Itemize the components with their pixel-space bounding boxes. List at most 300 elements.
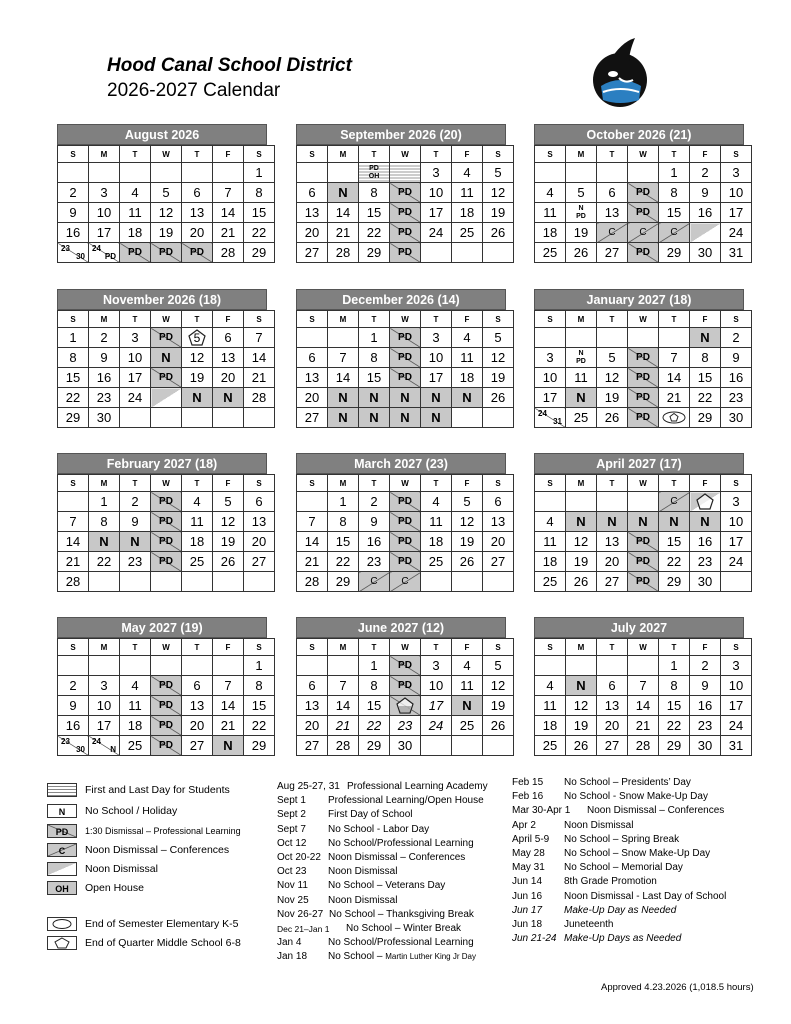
day-cell: 14 <box>328 203 359 223</box>
day-cell <box>120 656 151 676</box>
day-cell <box>452 736 483 756</box>
day-cell: 20 <box>483 532 514 552</box>
day-cell: N <box>328 408 359 428</box>
day-cell: 20 <box>297 223 328 243</box>
day-cell: 16 <box>690 696 721 716</box>
week-row <box>297 243 514 263</box>
event-row <box>512 890 782 904</box>
day-cell: 17 <box>721 203 752 223</box>
day-cell: 9 <box>89 348 120 368</box>
day-cell: PD <box>151 676 182 696</box>
day-cell: 20 <box>213 368 244 388</box>
legend-end-semester: End of Semester Elementary K-5 <box>47 917 267 933</box>
week-row <box>58 348 275 368</box>
weekday-header: T <box>597 146 628 163</box>
month-title: July 2027 <box>534 617 744 638</box>
weekday-header: W <box>151 146 182 163</box>
day-cell: 13 <box>597 696 628 716</box>
weekday-header: M <box>328 639 359 656</box>
day-cell: 2 <box>58 183 89 203</box>
day-cell <box>89 736 120 756</box>
day-cell <box>566 656 597 676</box>
weekday-header: T <box>421 475 452 492</box>
day-cell <box>597 163 628 183</box>
day-cell: 30 <box>690 736 721 756</box>
event-date: Jan 18 <box>277 951 308 963</box>
day-cell: 5 <box>483 656 514 676</box>
day-cell: PD <box>151 696 182 716</box>
event-date: Feb 16 <box>512 791 544 803</box>
day-cell <box>535 656 566 676</box>
day-cell: 28 <box>297 572 328 592</box>
day-cell: N <box>566 388 597 408</box>
day-cell: 10 <box>721 676 752 696</box>
event-date: May 31 <box>512 862 545 874</box>
weekday-header: T <box>120 639 151 656</box>
weekday-header: F <box>213 146 244 163</box>
week-row <box>535 572 752 592</box>
day-cell <box>151 656 182 676</box>
weekday-header: S <box>58 639 89 656</box>
week-row <box>297 736 514 756</box>
weekday-header: M <box>566 311 597 328</box>
month-calendar <box>534 453 744 592</box>
event-text: Noon Dismissal – Conferences <box>328 851 466 863</box>
day-cell: 25 <box>535 572 566 592</box>
weekday-header: S <box>535 146 566 163</box>
event-text: No School - Labor Day <box>328 823 430 835</box>
day-cell: PD <box>120 243 151 263</box>
event-text: No School – Snow Make-Up Day <box>564 847 711 859</box>
day-cell: 22 <box>244 223 275 243</box>
event-date: Mar 30-Apr 1 <box>512 805 571 817</box>
event-text: No School - Snow Make-Up Day <box>564 791 708 803</box>
day-cell: 29 <box>359 736 390 756</box>
day-cell: 7 <box>244 328 275 348</box>
event-row <box>277 851 507 865</box>
day-cell: 6 <box>244 492 275 512</box>
weekday-header: S <box>297 639 328 656</box>
day-cell: N <box>690 512 721 532</box>
day-cell: 28 <box>58 572 89 592</box>
event-date: Jun 14 <box>512 876 543 888</box>
day-cell: 23 <box>390 716 421 736</box>
event-text: No School – Memorial Day <box>564 862 683 874</box>
week-row <box>297 696 514 716</box>
day-cell: 11 <box>452 183 483 203</box>
weekday-header: T <box>359 475 390 492</box>
day-cell: 15 <box>58 368 89 388</box>
day-cell: 20 <box>297 716 328 736</box>
day-cell: 5 <box>483 163 514 183</box>
day-cell: N <box>390 408 421 428</box>
weekday-header: S <box>721 311 752 328</box>
day-cell: 15 <box>244 203 275 223</box>
pentagon-icon <box>696 493 714 510</box>
event-date: Jan 4 <box>277 937 302 949</box>
week-row <box>297 512 514 532</box>
event-row <box>512 861 782 875</box>
day-cell: 17 <box>535 388 566 408</box>
month-calendar <box>57 453 267 592</box>
day-cell <box>120 408 151 428</box>
day-cell: 1 <box>328 492 359 512</box>
week-row <box>58 368 275 388</box>
day-cell: 17 <box>721 532 752 552</box>
weekday-header: S <box>721 639 752 656</box>
day-cell: 20 <box>597 552 628 572</box>
day-cell: PD <box>628 388 659 408</box>
day-cell: 23 <box>690 716 721 736</box>
day-cell: 2 <box>721 328 752 348</box>
day-cell: 13 <box>182 203 213 223</box>
calendar-title: 2026-2027 Calendar <box>107 80 281 101</box>
day-cell: 14 <box>58 532 89 552</box>
event-row <box>512 904 782 918</box>
weekday-header: S <box>58 475 89 492</box>
day-cell: 9 <box>58 696 89 716</box>
week-row <box>58 183 275 203</box>
day-cell: 15 <box>328 532 359 552</box>
month-calendar <box>57 124 267 263</box>
day-cell <box>452 408 483 428</box>
day-cell: 17 <box>89 716 120 736</box>
weekday-header: T <box>182 475 213 492</box>
weekday-header: M <box>566 146 597 163</box>
week-row <box>535 183 752 203</box>
day-cell <box>58 736 89 756</box>
day-cell <box>151 388 182 408</box>
day-cell: 20 <box>182 716 213 736</box>
day-cell: 11 <box>535 203 566 223</box>
week-row <box>535 328 752 348</box>
day-cell: 1 <box>89 492 120 512</box>
day-cell: 5 <box>597 348 628 368</box>
day-cell: 4 <box>182 492 213 512</box>
day-cell: 21 <box>244 368 275 388</box>
day-cell: 11 <box>535 532 566 552</box>
day-cell: 19 <box>213 532 244 552</box>
day-cell <box>297 328 328 348</box>
day-cell: 31 <box>721 243 752 263</box>
day-cell <box>89 163 120 183</box>
day-cell: 25 <box>182 552 213 572</box>
day-cell: 24 <box>421 223 452 243</box>
day-cell: C <box>628 223 659 243</box>
day-cell: N <box>120 532 151 552</box>
day-cell: PD <box>390 368 421 388</box>
week-row <box>58 532 275 552</box>
day-cell: 16 <box>58 223 89 243</box>
day-cell: 29 <box>244 736 275 756</box>
day-cell: 8 <box>328 512 359 532</box>
day-cell: 13 <box>483 512 514 532</box>
week-row <box>58 328 275 348</box>
event-date: Oct 12 <box>277 837 307 849</box>
event-row <box>512 790 782 804</box>
day-cell: 29 <box>690 408 721 428</box>
weekday-header: W <box>151 311 182 328</box>
day-cell: 4 <box>452 656 483 676</box>
day-cell: N <box>690 328 721 348</box>
day-cell: 25 <box>120 736 151 756</box>
day-cell: 29 <box>244 243 275 263</box>
day-cell: 6 <box>182 183 213 203</box>
weekday-header: F <box>690 146 721 163</box>
event-date: Apr 2 <box>512 819 536 831</box>
day-cell: 3 <box>421 328 452 348</box>
day-cell: 14 <box>328 368 359 388</box>
day-cell: N <box>213 388 244 408</box>
day-cell: 3 <box>721 656 752 676</box>
day-number: 24 <box>538 409 547 418</box>
day-cell <box>213 163 244 183</box>
event-date: Sept 2 <box>277 809 306 821</box>
weekday-header: T <box>120 311 151 328</box>
day-cell: 4 <box>452 163 483 183</box>
legend-noon-dismissal: Noon Dismissal <box>47 862 267 878</box>
day-cell: 2 <box>690 163 721 183</box>
day-cell <box>659 328 690 348</box>
day-number: 23 <box>61 244 70 253</box>
day-cell <box>182 408 213 428</box>
day-cell: 13 <box>597 532 628 552</box>
weekday-header: S <box>721 146 752 163</box>
month-title: May 2027 (19) <box>57 617 267 638</box>
event-row <box>277 879 507 893</box>
day-cell: 6 <box>597 183 628 203</box>
event-date: Nov 26-27 <box>277 908 324 920</box>
day-cell: 9 <box>721 348 752 368</box>
week-row <box>297 552 514 572</box>
day-cell: 25 <box>452 223 483 243</box>
day-cell: 19 <box>182 368 213 388</box>
weekday-header: S <box>244 311 275 328</box>
event-date: Sept 1 <box>277 795 306 807</box>
weekday-header: M <box>89 475 120 492</box>
event-row <box>512 819 782 833</box>
day-cell: 3 <box>421 656 452 676</box>
weekday-header: T <box>421 146 452 163</box>
day-cell: 30 <box>390 736 421 756</box>
day-cell: 8 <box>690 348 721 368</box>
day-cell: PD <box>628 552 659 572</box>
day-cell: 13 <box>297 696 328 716</box>
day-cell: 28 <box>628 736 659 756</box>
event-date: Jun 16 <box>512 890 543 902</box>
month-calendar <box>296 617 506 756</box>
day-code: N <box>578 349 584 357</box>
week-row <box>535 512 752 532</box>
weekday-header: T <box>120 475 151 492</box>
day-cell <box>535 492 566 512</box>
day-cell: 22 <box>659 716 690 736</box>
weekday-header: S <box>535 475 566 492</box>
weekday-header: W <box>151 639 182 656</box>
day-cell <box>628 328 659 348</box>
event-text: Noon Dismissal <box>328 866 398 878</box>
week-row <box>297 183 514 203</box>
month-title: January 2027 (18) <box>534 289 744 310</box>
week-row <box>58 223 275 243</box>
day-cell: N <box>213 736 244 756</box>
day-cell: 29 <box>659 572 690 592</box>
day-cell: 1 <box>58 328 89 348</box>
day-cell: PD <box>182 243 213 263</box>
weekday-header: T <box>359 146 390 163</box>
month-title: April 2027 (17) <box>534 453 744 474</box>
day-cell <box>297 656 328 676</box>
week-row <box>535 408 752 428</box>
event-text: Noon Dismissal - Last Day of School <box>564 890 727 902</box>
day-cell: 8 <box>659 183 690 203</box>
day-cell: 4 <box>452 328 483 348</box>
week-row <box>535 163 752 183</box>
day-cell: 3 <box>89 676 120 696</box>
day-cell: 8 <box>359 183 390 203</box>
day-cell: PD <box>390 243 421 263</box>
weekday-header: T <box>659 639 690 656</box>
weekday-header: F <box>213 475 244 492</box>
event-row <box>512 932 782 946</box>
day-cell <box>244 408 275 428</box>
day-cell: 26 <box>597 408 628 428</box>
day-cell: 14 <box>213 696 244 716</box>
day-cell: PD <box>151 243 182 263</box>
weekday-header: T <box>421 639 452 656</box>
day-cell: 7 <box>328 676 359 696</box>
day-cell: PD <box>151 328 182 348</box>
day-cell: 7 <box>328 348 359 368</box>
legend-first-last: First and Last Day for Students <box>47 783 267 799</box>
day-cell: 11 <box>535 696 566 716</box>
day-cell <box>421 572 452 592</box>
event-text: No School/Professional Learning <box>328 837 474 849</box>
weekday-header: S <box>297 475 328 492</box>
day-cell: N <box>452 388 483 408</box>
day-cell: PD <box>390 552 421 572</box>
event-text: Noon Dismissal – Conferences <box>587 805 725 817</box>
week-row <box>58 243 275 263</box>
day-cell: PD <box>628 572 659 592</box>
day-cell: 30 <box>89 408 120 428</box>
day-cell: 19 <box>452 532 483 552</box>
day-cell <box>89 572 120 592</box>
day-cell: 15 <box>359 368 390 388</box>
day-cell: 27 <box>483 552 514 572</box>
event-date: April 5-9 <box>512 833 550 845</box>
day-cell: 24 <box>120 388 151 408</box>
day-cell: N <box>328 183 359 203</box>
legend-conferences: C Noon Dismissal – Conferences <box>47 843 267 859</box>
day-cell <box>452 243 483 263</box>
day-cell: 23 <box>359 552 390 572</box>
weekday-header: S <box>58 311 89 328</box>
day-cell: 2 <box>690 656 721 676</box>
weekday-header: S <box>58 146 89 163</box>
day-cell: 23 <box>690 552 721 572</box>
day-cell: 24 <box>721 716 752 736</box>
day-cell <box>182 163 213 183</box>
event-text: Make-Up Days as Needed <box>564 933 682 945</box>
day-cell: 2 <box>58 676 89 696</box>
event-row <box>277 908 507 922</box>
week-row <box>297 492 514 512</box>
day-cell: 9 <box>359 512 390 532</box>
day-cell: 14 <box>659 368 690 388</box>
event-text: Make-Up Day as Needed <box>564 904 677 916</box>
day-cell: PD <box>390 203 421 223</box>
event-text: Noon Dismissal <box>328 894 398 906</box>
day-cell: C <box>359 572 390 592</box>
week-row <box>297 532 514 552</box>
day-cell: 24 <box>421 716 452 736</box>
day-cell: 14 <box>213 203 244 223</box>
week-row <box>58 492 275 512</box>
day-cell: 19 <box>483 696 514 716</box>
day-cell: 21 <box>328 223 359 243</box>
day-cell: 28 <box>244 388 275 408</box>
weekday-header: T <box>359 639 390 656</box>
week-row <box>58 676 275 696</box>
day-cell <box>628 656 659 676</box>
weekday-header: S <box>535 639 566 656</box>
day-cell: 6 <box>297 183 328 203</box>
day-cell: 23 <box>120 552 151 572</box>
day-cell: 3 <box>89 183 120 203</box>
day-cell: 8 <box>659 676 690 696</box>
day-cell: 19 <box>483 203 514 223</box>
event-row <box>512 875 782 889</box>
day-cell <box>659 408 690 428</box>
day-cell: N <box>421 388 452 408</box>
day-cell: N <box>597 512 628 532</box>
day-cell: N <box>182 388 213 408</box>
day-cell: 27 <box>597 243 628 263</box>
week-row <box>297 408 514 428</box>
weekday-header: T <box>659 311 690 328</box>
day-cell: 16 <box>89 368 120 388</box>
day-cell: 17 <box>421 696 452 716</box>
month-title: June 2027 (12) <box>296 617 506 638</box>
legend-open-house: OH Open House <box>47 881 267 897</box>
day-cell: 26 <box>566 243 597 263</box>
day-cell: 26 <box>213 552 244 572</box>
pentagon-icon <box>48 937 76 949</box>
day-cell <box>120 163 151 183</box>
day-cell: 4 <box>421 492 452 512</box>
day-cell: 6 <box>182 676 213 696</box>
event-row <box>512 804 782 818</box>
day-cell <box>452 572 483 592</box>
week-row <box>535 348 752 368</box>
day-cell <box>182 572 213 592</box>
legend-end-quarter: End of Quarter Middle School 6-8 <box>47 936 267 952</box>
day-cell: N <box>390 388 421 408</box>
weekday-header: T <box>597 475 628 492</box>
day-cell: 13 <box>213 348 244 368</box>
day-cell: 22 <box>328 552 359 572</box>
day-cell: 19 <box>151 223 182 243</box>
event-date: Feb 15 <box>512 777 544 788</box>
week-row <box>535 656 752 676</box>
day-cell <box>390 163 421 183</box>
day-cell <box>483 243 514 263</box>
day-cell: 14 <box>297 532 328 552</box>
day-cell: 15 <box>359 203 390 223</box>
day-cell: 10 <box>89 696 120 716</box>
day-cell: 15 <box>244 696 275 716</box>
